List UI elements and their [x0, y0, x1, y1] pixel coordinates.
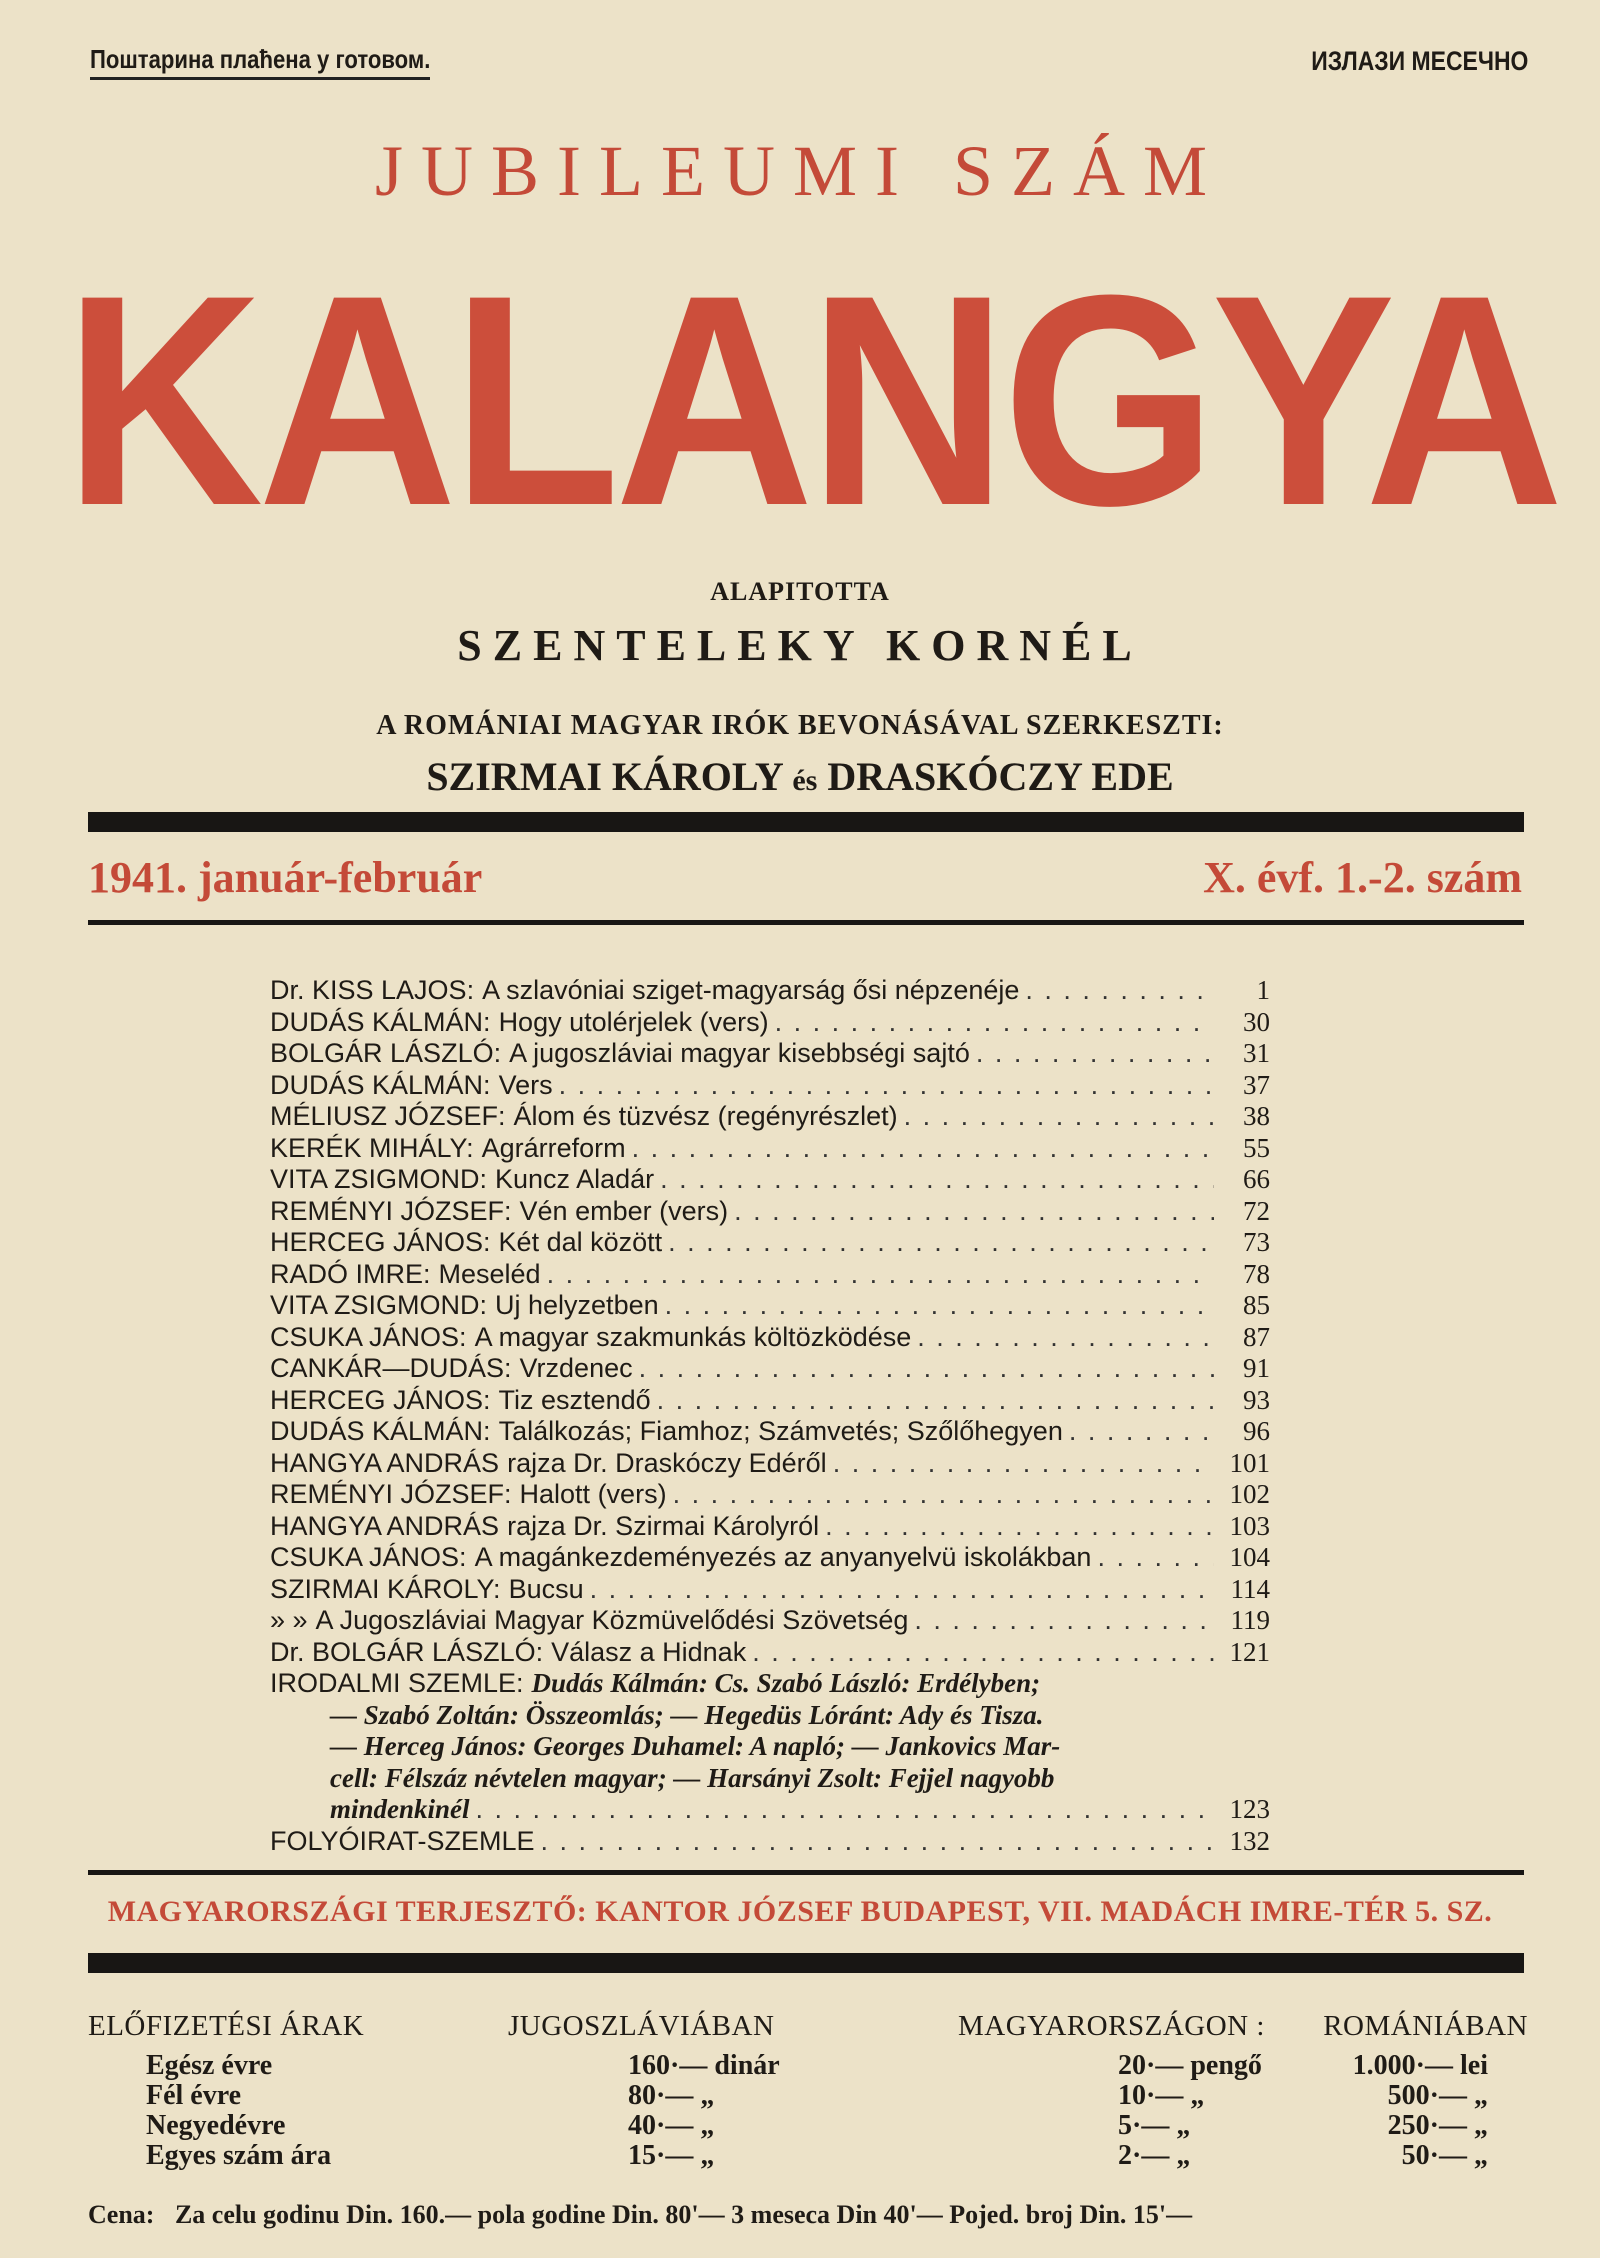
toc-author: DUDÁS KÁLMÁN:: [270, 1006, 491, 1037]
issue-number: X. évf. 1.-2. szám: [1203, 853, 1522, 902]
toc-review-line: — Szabó Zoltán: Összeomlás; — Hegedüs Lóránt: Ady és Tisza.: [330, 1699, 1044, 1730]
toc-page: 30: [1243, 1006, 1270, 1037]
distributor-line: MAGYARORSZÁGI TERJESZTŐ: KANTOR JÓZSEF BUDAPEST, VII. MADÁCH IMRE-TÉR 5. SZ.: [107, 1895, 1493, 1928]
price-row: [88, 2050, 1528, 2080]
toc-row: [270, 1511, 1270, 1543]
toc-review-row: [270, 1668, 1270, 1700]
toc-author: BOLGÁR LÁSZLÓ:: [270, 1038, 502, 1068]
toc-page: 55: [1243, 1132, 1270, 1163]
toc-page: 103: [1229, 1510, 1270, 1541]
toc-row: [270, 1133, 1270, 1165]
editing-line: A ROMÁNIAI MAGYAR IRÓK BEVONÁSÁVAL SZERKESZTI:: [376, 710, 1224, 741]
toc-row: [270, 1101, 1270, 1133]
price-period: Fél évre: [146, 2080, 242, 2111]
toc-title: A szlavóniai sziget-magyarság ősi népzenéje: [482, 975, 1020, 1005]
toc-page: 104: [1229, 1542, 1270, 1572]
toc-row: [270, 1448, 1270, 1480]
editors-line: [0, 753, 1600, 800]
toc-title: A jugoszláviai magyar kisebbségi sajtó: [509, 1038, 970, 1068]
toc-row: [270, 1007, 1270, 1039]
price-yu: 80·— „: [628, 2080, 715, 2111]
prices-header-ro: ROMÁNIÁBAN: [1323, 2010, 1528, 2042]
toc-page: 78: [1243, 1258, 1270, 1289]
toc-author: Dr. KISS LAJOS:: [270, 975, 475, 1005]
price-ro: 500·— „: [1387, 2080, 1488, 2111]
toc-review-line: cell: Félszáz névtelen magyar; — Harsányi Zsolt: Fejjel nagyobb: [330, 1762, 1055, 1793]
price-row: [88, 2110, 1528, 2140]
toc-author: KERÉK MIHÁLY:: [270, 1132, 474, 1163]
price-note-label: Cena:: [88, 2200, 155, 2229]
toc-row: [270, 1353, 1270, 1385]
toc-page: 96: [1243, 1416, 1270, 1446]
toc-row: [270, 975, 1270, 1007]
frequency-note: ИЗЛАЗИ МЕСЕЧНО: [1310, 46, 1528, 76]
prices-header-hu: MAGYARORSZÁGON :: [958, 2010, 1265, 2042]
jubilee-heading: JUBILEUMI SZÁM: [374, 131, 1225, 211]
toc-title: Tiz esztendő: [498, 1384, 651, 1415]
toc-title: A Jugoszláviai Magyar Közmüvelődési Szövetség: [315, 1605, 909, 1635]
toc-row: [270, 1322, 1270, 1354]
divider-toc-bottom: [88, 1870, 1524, 1875]
toc-title: Vén ember (vers): [519, 1195, 729, 1226]
price-hu: 20·— pengő: [1118, 2050, 1262, 2081]
toc-row: [270, 1164, 1270, 1196]
toc-page: 93: [1243, 1384, 1270, 1415]
toc-page: 87: [1243, 1321, 1270, 1352]
toc-author: DUDÁS KÁLMÁN:: [270, 1069, 491, 1100]
toc-author: Dr. BOLGÁR LÁSZLÓ:: [270, 1636, 544, 1667]
toc-row: [270, 1605, 1270, 1637]
toc-page: 121: [1229, 1636, 1270, 1667]
toc-title: mindenkinél: [330, 1794, 470, 1824]
toc-title: Hogy utolérjelek (vers): [498, 1006, 769, 1037]
price-period: Egyes szám ára: [146, 2140, 332, 2171]
toc-title: A magánkezdeményezés az anyanyelvü iskolákban: [474, 1542, 1092, 1572]
price-note-text: Za celu godinu Din. 160.— pola godine Din. 80'— 3 meseca Din 40'— Pojed. broj Din. 15'—: [174, 2200, 1193, 2229]
toc-author: VITA ZSIGMOND:: [270, 1290, 488, 1320]
toc-title: Találkozás; Fiamhoz; Számvetés; Szőlőhegyen: [498, 1416, 1063, 1446]
toc-author: VITA ZSIGMOND:: [270, 1164, 488, 1194]
toc-author: REMÉNYI JÓZSEF:: [270, 1479, 512, 1509]
toc-title: Dudás Kálmán: Cs. Szabó László: Erdélyben;: [531, 1668, 1041, 1698]
toc-row: [270, 1542, 1270, 1574]
masthead-title: KALANGYA: [64, 232, 1559, 568]
toc-row: [270, 1227, 1270, 1259]
toc-title: Válasz a Hidnak: [551, 1636, 747, 1667]
price-row: [88, 2080, 1528, 2110]
toc-page: 101: [1229, 1447, 1270, 1478]
price-row: [88, 2140, 1528, 2170]
toc-row: [270, 1259, 1270, 1291]
toc-author: CANKÁR—DUDÁS:: [270, 1353, 512, 1383]
toc-row: [270, 1196, 1270, 1228]
price-period: Egész évre: [146, 2050, 273, 2081]
toc-page: 132: [1229, 1825, 1270, 1856]
toc-row: [270, 1038, 1270, 1070]
toc-row: [270, 1479, 1270, 1511]
toc-page: 102: [1229, 1479, 1270, 1509]
toc-author: IRODALMI SZEMLE:: [270, 1668, 524, 1698]
price-ro: 1.000·— lei: [1352, 2050, 1488, 2081]
toc-page: 38: [1243, 1101, 1270, 1131]
toc-row: [270, 1574, 1270, 1606]
toc-review-last: [270, 1794, 1270, 1826]
postage-note: Поштарина плаћена у готовом.: [90, 44, 430, 80]
price-ro: 50·— „: [1401, 2140, 1488, 2171]
toc-title: Uj helyzetben: [495, 1290, 659, 1320]
toc-page: 1: [1256, 975, 1270, 1005]
toc-title: A magyar szakmunkás költözködése: [474, 1321, 912, 1352]
toc-title: Meseléd: [438, 1258, 541, 1289]
toc-author: DUDÁS KÁLMÁN:: [270, 1416, 491, 1446]
toc-title: Agrárreform: [481, 1132, 626, 1163]
price-yu: 15·— „: [628, 2140, 715, 2171]
toc-page: 72: [1243, 1195, 1270, 1226]
toc-title: rajza Dr. Szirmai Károlyról: [507, 1510, 820, 1541]
toc-row: [270, 1416, 1270, 1448]
toc-author: FOLYÓIRAT-SZEMLE: [270, 1825, 535, 1856]
subscription-prices: [88, 2010, 1528, 2170]
divider-toc-top: [88, 920, 1524, 925]
toc-page: 31: [1243, 1038, 1270, 1068]
toc-author: » »: [270, 1605, 308, 1635]
founded-label: ALAPITOTTA: [710, 577, 890, 606]
toc-page: 123: [1229, 1794, 1270, 1824]
toc-author: HERCEG JÁNOS:: [270, 1384, 491, 1415]
price-period: Negyedévre: [146, 2110, 286, 2141]
price-hu: 2·— „: [1118, 2140, 1191, 2171]
price-hu: 5·— „: [1118, 2110, 1191, 2141]
price-note: [88, 2200, 1528, 2230]
toc-page: 119: [1230, 1605, 1270, 1635]
toc-author: REMÉNYI JÓZSEF:: [270, 1195, 512, 1226]
issue-date: 1941. január-február: [88, 853, 483, 902]
toc-review-line: — Herceg János: Georges Duhamel: A napló; — Jankovics Mar-: [330, 1731, 1061, 1761]
price-ro: 250·— „: [1387, 2110, 1488, 2141]
toc-page: 114: [1230, 1573, 1270, 1604]
toc-title: rajza Dr. Draskóczy Edéről: [507, 1447, 827, 1478]
toc-title: Két dal között: [498, 1227, 663, 1257]
toc-title: Bucsu: [508, 1573, 584, 1604]
price-yu: 160·— dinár: [628, 2050, 780, 2081]
toc-title: Vrzdenec: [519, 1353, 633, 1383]
toc-author: MÉLIUSZ JÓZSEF:: [270, 1101, 506, 1131]
editor-first: SZIRMAI KÁROLY: [426, 754, 783, 799]
toc-row: [270, 1637, 1270, 1669]
divider-top: [88, 812, 1524, 832]
toc-page: 37: [1243, 1069, 1270, 1100]
toc-title: Kuncz Aladár: [495, 1164, 655, 1194]
toc-author: RADÓ IMRE:: [270, 1258, 431, 1289]
toc-title: Halott (vers): [519, 1479, 667, 1509]
editor-second: DRASKÓCZY EDE: [827, 754, 1174, 799]
toc-author: HANGYA ANDRÁS: [270, 1447, 500, 1478]
toc-periodicals-row: [270, 1826, 1270, 1858]
prices-header-yu: JUGOSZLÁVIÁBAN: [508, 2010, 775, 2042]
divider-bottom: [88, 1953, 1524, 1973]
toc-page: 66: [1243, 1164, 1270, 1194]
toc-row: [270, 1290, 1270, 1322]
toc-title: Álom és tüzvész (regényrészlet): [513, 1101, 898, 1131]
table-of-contents: [270, 975, 1270, 1857]
toc-author: CSUKA JÁNOS:: [270, 1542, 467, 1572]
prices-header: [88, 2010, 1528, 2050]
toc-author: HERCEG JÁNOS:: [270, 1227, 491, 1257]
toc-author: SZIRMAI KÁROLY:: [270, 1573, 501, 1604]
toc-page: 85: [1243, 1290, 1270, 1320]
prices-header-label: ELŐFIZETÉSI ÁRAK: [88, 2010, 365, 2042]
toc-title: Vers: [498, 1069, 553, 1100]
toc-page: 73: [1243, 1227, 1270, 1257]
price-hu: 10·— „: [1118, 2080, 1205, 2111]
toc-author: CSUKA JÁNOS:: [270, 1321, 467, 1352]
founder-name: SZENTELEKY KORNÉL: [457, 621, 1143, 670]
editors-and: és: [792, 764, 818, 797]
toc-row: [270, 1385, 1270, 1417]
toc-row: [270, 1070, 1270, 1102]
toc-author: HANGYA ANDRÁS: [270, 1510, 500, 1541]
toc-page: 91: [1243, 1353, 1270, 1383]
price-yu: 40·— „: [628, 2110, 715, 2141]
